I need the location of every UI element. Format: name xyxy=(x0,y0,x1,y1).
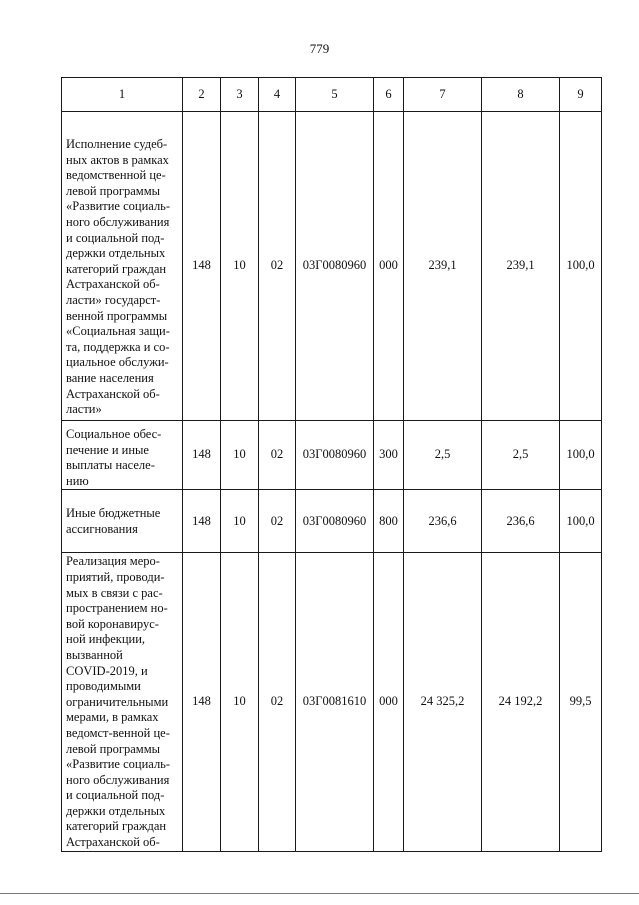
cell-subsection: 02 xyxy=(259,112,296,421)
cell-plan: 2,5 xyxy=(404,421,482,490)
description-line: ласти» xyxy=(66,402,102,417)
page-bottom-rule xyxy=(0,893,639,894)
cell-percent: 99,5 xyxy=(560,553,602,851)
description-line: левой программы xyxy=(66,741,161,756)
cell-plan: 24 325,2 xyxy=(404,553,482,851)
description-line: венной программы xyxy=(66,308,168,323)
cell-admin-code: 148 xyxy=(183,112,221,421)
description-line: циальное обслужи- xyxy=(66,355,169,370)
row-description xyxy=(62,553,183,851)
description-line: ограничительными xyxy=(66,694,169,709)
cell-admin-code: 148 xyxy=(183,421,221,490)
cell-target-article: 03Г0080960 xyxy=(296,421,374,490)
description-line: левой программы xyxy=(66,183,161,198)
description-line: Астраханской об- xyxy=(66,386,160,401)
description-line: Астраханской об- xyxy=(66,835,160,850)
description-line: ной инфекции, xyxy=(66,632,146,647)
description-line: держки отдельных xyxy=(66,246,166,261)
cell-admin-code: 148 xyxy=(183,553,221,851)
row-description xyxy=(62,490,183,553)
description-line: выплаты населе- xyxy=(66,458,155,473)
cell-executed: 239,1 xyxy=(482,112,560,421)
description-line: Социальное обес- xyxy=(66,427,162,441)
description-line: нию xyxy=(66,473,89,488)
description-line: Иные бюджетные xyxy=(66,506,161,521)
page-number: 779 xyxy=(309,41,330,56)
table-row xyxy=(62,553,602,851)
header-cell: 8 xyxy=(482,78,560,112)
table-header-row xyxy=(62,78,602,112)
description-line: проводимыми xyxy=(66,679,141,694)
description-line: «Развитие социаль- xyxy=(66,757,171,772)
header-cell: 9 xyxy=(560,78,602,112)
cell-expense-type: 800 xyxy=(374,490,404,553)
budget-execution-table xyxy=(61,77,602,852)
header-cell: 2 xyxy=(183,78,221,112)
description-line: приятий, проводи- xyxy=(66,569,165,584)
description-line: ного обслуживания xyxy=(66,772,170,787)
cell-target-article: 03Г0081610 xyxy=(296,553,374,851)
cell-section: 10 xyxy=(221,553,259,851)
table-row xyxy=(62,112,602,421)
description-line: пространением но- xyxy=(66,601,168,616)
header-cell: 3 xyxy=(221,78,259,112)
description-line: держки отдельных xyxy=(66,803,166,818)
cell-expense-type: 000 xyxy=(374,553,404,851)
cell-expense-type: 000 xyxy=(374,112,404,421)
table-row xyxy=(62,421,602,490)
description-line: категорий граждан xyxy=(66,261,167,276)
header-cell: 5 xyxy=(296,78,374,112)
description-line: и социальной под- xyxy=(66,230,165,245)
description-line: ассигнования xyxy=(66,521,138,536)
cell-percent: 100,0 xyxy=(560,490,602,553)
cell-plan: 239,1 xyxy=(404,112,482,421)
cell-percent: 100,0 xyxy=(560,112,602,421)
description-line: мерами, в рамках xyxy=(66,710,159,725)
cell-section: 10 xyxy=(221,421,259,490)
description-line: вой коронавирус- xyxy=(66,616,159,631)
cell-executed: 2,5 xyxy=(482,421,560,490)
description-line: печение и иные xyxy=(66,442,149,457)
description-line: «Развитие социаль- xyxy=(66,199,171,214)
header-cell: 1 xyxy=(62,78,183,112)
description-line: ного обслуживания xyxy=(66,214,170,229)
cell-subsection: 02 xyxy=(259,490,296,553)
row-description xyxy=(62,421,183,490)
description-line: та, поддержка и со- xyxy=(66,339,170,354)
description-line: ведомст-венной це- xyxy=(66,725,170,740)
cell-executed: 24 192,2 xyxy=(482,553,560,851)
cell-subsection: 02 xyxy=(259,421,296,490)
cell-section: 10 xyxy=(221,112,259,421)
description-line: категорий граждан xyxy=(66,819,167,834)
description-line: «Социальная защи- xyxy=(66,324,170,339)
row-description xyxy=(62,112,183,421)
cell-target-article: 03Г0080960 xyxy=(296,112,374,421)
cell-expense-type: 300 xyxy=(374,421,404,490)
header-cell: 7 xyxy=(404,78,482,112)
table-row xyxy=(62,490,602,553)
cell-admin-code: 148 xyxy=(183,490,221,553)
description-line: ласти» государст- xyxy=(66,292,161,307)
description-line: Астраханской об- xyxy=(66,277,160,292)
cell-target-article: 03Г0080960 xyxy=(296,490,374,553)
description-line: вание населения xyxy=(66,370,154,385)
header-cell: 4 xyxy=(259,78,296,112)
description-line: вызванной xyxy=(66,647,123,662)
description-line: и социальной под- xyxy=(66,788,165,803)
cell-percent: 100,0 xyxy=(560,421,602,490)
cell-plan: 236,6 xyxy=(404,490,482,553)
description-line: мых в связи с рас- xyxy=(66,585,163,600)
description-line: ведомственной це- xyxy=(66,168,166,183)
header-cell: 6 xyxy=(374,78,404,112)
cell-executed: 236,6 xyxy=(482,490,560,553)
cell-subsection: 02 xyxy=(259,553,296,851)
cell-section: 10 xyxy=(221,490,259,553)
description-line: COVID-2019, и xyxy=(66,663,148,678)
description-line: ных актов в рамках xyxy=(66,152,169,167)
description-line: Реализация меро- xyxy=(66,554,160,569)
description-line: Исполнение судеб- xyxy=(66,137,168,151)
